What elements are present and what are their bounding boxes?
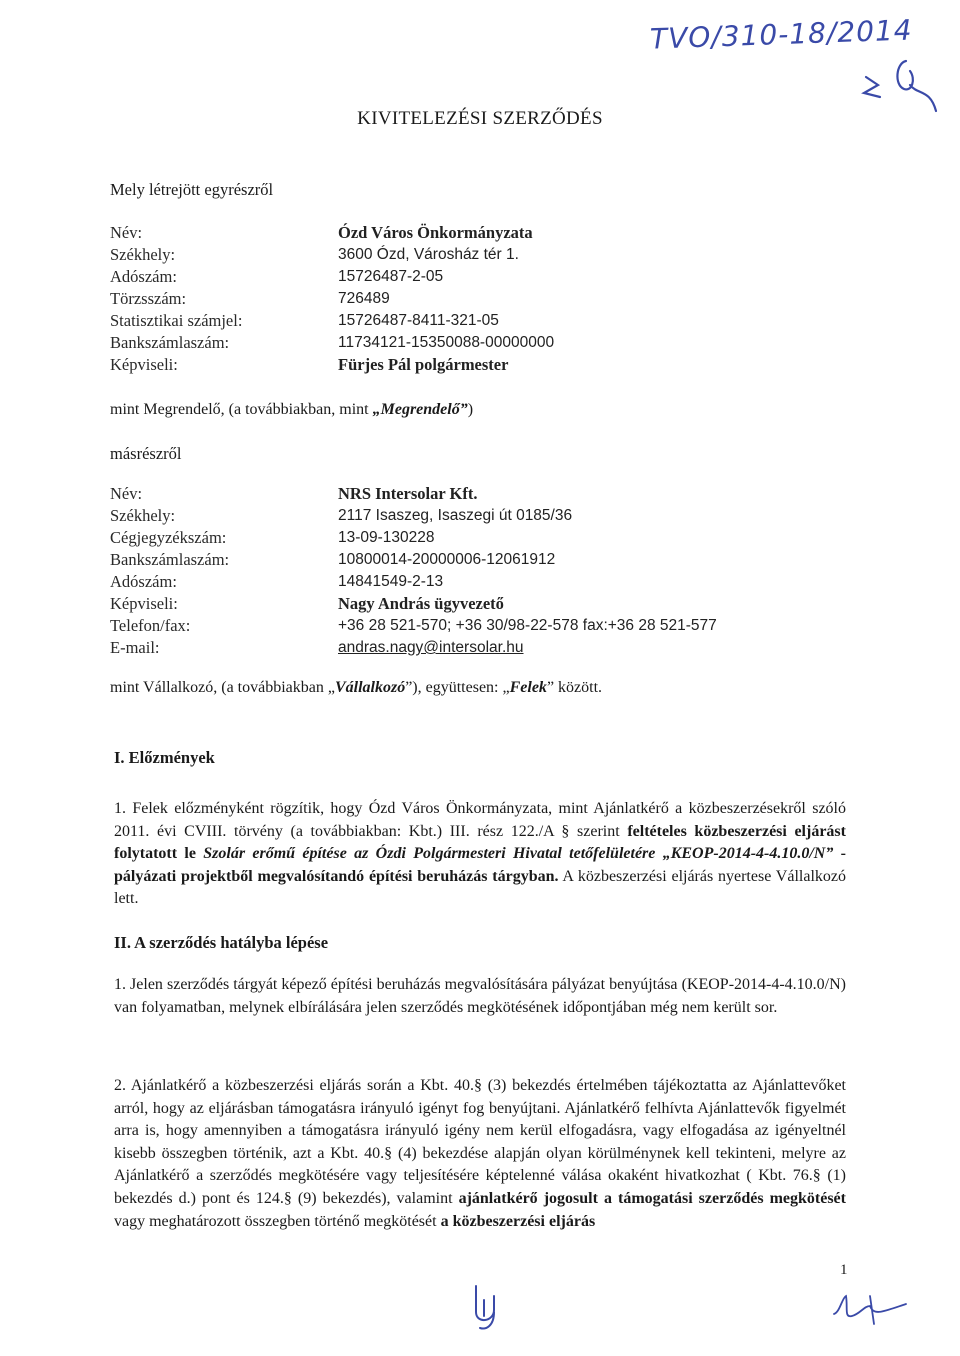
- paragraph-text-run: vagy meghatározott összegben történő megkötését: [114, 1212, 441, 1230]
- section-heading-entry-into-force: II. A szerződés hatályba lépése: [114, 933, 329, 952]
- handwritten-signature-icon: [830, 1292, 910, 1326]
- party2-row: [110, 527, 830, 549]
- section1-paragraph-1: [114, 798, 846, 911]
- party1-row: [110, 354, 830, 376]
- party1-label: Székhely:: [110, 245, 176, 264]
- party2-label: Név:: [110, 484, 143, 503]
- party1-label: Törzsszám:: [110, 289, 187, 308]
- section2-paragraph-2: [114, 1075, 846, 1233]
- document-title: KIVITELEZÉSI SZERZŐDÉS: [357, 108, 603, 129]
- section-heading-preliminaries: I. Előzmények: [114, 748, 215, 767]
- party2-value: 14841549-2-13: [338, 573, 444, 590]
- party1-value: Ózd Város Önkormányzata: [338, 223, 533, 242]
- party2-row: [110, 483, 830, 505]
- paragraph-text-run: 2. Ajánlatkérő a közbeszerzési eljárás során a Kbt. 40.§ (3) bekezdés értelmében tájékoztatta az Ajánlattevőket arról, hogy az eljárásban támogatásra irányuló igényt fog benyújtani. Ajánlatkérő felhívta Ajánlattevők figyelmét arra is, hogy amennyiben a támogatásra irányuló igény nem kerül elfogadásra, vagy elfogadása az igényeltnél kisebb összegben történik, azt a Kbt. 40.§ (4) bekezdése alapján olyan körülménynek kell tekinteni, melyre az Ajánlatkérő a szerződés megkötésére vagy teljesítésére képtelenné válása okaként hivatkozhat ( Kbt. 76.§ (1) bekezdés d.) pont és 124.§ (9) bekezdés), valamint: [114, 1077, 846, 1207]
- party1-label: Képviseli:: [110, 355, 178, 374]
- party1-label: Bankszámlaszám:: [110, 333, 230, 352]
- section2-paragraph-1: [114, 974, 846, 1019]
- party2-row: [110, 615, 830, 637]
- party1-row: [110, 266, 830, 288]
- party2-value: 2117 Isaszeg, Isaszegi út 0185/36: [338, 507, 573, 524]
- party1-row: [110, 244, 830, 266]
- paragraph-text-run: - pályázati projektből megvalósítandó építési beruházás tárgyban.: [114, 845, 847, 885]
- party2-row: [110, 549, 830, 571]
- paragraph-text-run: 1. Felek előzményként rögzítik, hogy Ózd Város Önkormányzata, mint Ajánlatkérő a közbeszerzésekről szóló 2011. évi CVIII. törvény (a továbbiakban: Kbt.) III. rész 122./A § szerint: [114, 800, 846, 840]
- party2-value: 10800014-20000006-12061912: [338, 551, 556, 568]
- party2-value: Nagy András ügyvezető: [338, 594, 504, 613]
- party2-label: Bankszámlaszám:: [110, 550, 230, 569]
- party2-row: [110, 505, 830, 527]
- party1-role-line: mint Megrendelő, (a továbbiakban, mint „Megrendelő”): [110, 401, 474, 418]
- party2-label: Képviseli:: [110, 594, 178, 613]
- party1-label: Név:: [110, 223, 143, 242]
- party1-row: [110, 222, 830, 244]
- party2-row: [110, 593, 830, 615]
- party2-label: Cégjegyzékszám:: [110, 528, 227, 547]
- party1-value: 11734121-15350088-00000000: [338, 334, 555, 351]
- party2-role-line: mint Vállalkozó, (a továbbiakban „Vállalkozó”), együttesen: „Felek” között.: [110, 679, 603, 696]
- page-number: 1: [840, 1262, 848, 1278]
- handwritten-mark-icon: [468, 1282, 504, 1332]
- handwritten-reference-number: TVO/310-18/2014: [649, 13, 914, 56]
- party1-value: 726489: [338, 290, 390, 307]
- paragraph-text-run: Szolár erőmű építése az Ózdi Polgármesteri Hivatal tetőfelületére „KEOP-2014-4-4.10.0/N”: [203, 845, 834, 863]
- party2-value: +36 28 521-570; +36 30/98-22-578 fax:+36 28 521-577: [338, 617, 717, 634]
- party1-row: [110, 288, 830, 310]
- paragraph-text-run: a közbeszerzési eljárás: [440, 1212, 596, 1230]
- party1-value: 15726487-2-05: [338, 268, 444, 285]
- party1-label: Adószám:: [110, 267, 177, 286]
- party2-label: Székhely:: [110, 506, 176, 525]
- party2-value: 13-09-130228: [338, 529, 435, 546]
- party1-value: 3600 Ózd, Városház tér 1.: [338, 246, 519, 263]
- party1-details: [110, 222, 830, 376]
- party1-value: 15726487-8411-321-05: [338, 312, 499, 329]
- party1-value: Fürjes Pál polgármester: [338, 355, 509, 374]
- intro-line: Mely létrejött egyrészről: [110, 180, 274, 199]
- party1-label: Statisztikai számjel:: [110, 311, 243, 330]
- paragraph-text-run: 1. Jelen szerződés tárgyát képező építési beruházás megvalósítására pályázat benyújtása (KEOP-2014-4-4.10.0/N) van folyamatban, melynek elbírálására jelen szerződés megkötésének időpontjában még nem került sor.: [114, 976, 846, 1016]
- party2-value: NRS Intersolar Kft.: [338, 484, 478, 503]
- party2-value[interactable]: andras.nagy@intersolar.hu: [338, 639, 524, 656]
- party2-label: Adószám:: [110, 572, 177, 591]
- other-side-line: másrészről: [110, 444, 182, 463]
- party2-details: [110, 483, 830, 659]
- paragraph-text-run: feltételes közbeszerzési eljárást folytatott le: [114, 822, 846, 863]
- party1-row: [110, 310, 830, 332]
- party2-label: E-mail:: [110, 638, 160, 657]
- party2-row: [110, 637, 830, 659]
- paragraph-text-run: A közbeszerzési eljárás nyertese Vállalkozó lett.: [114, 867, 846, 908]
- party1-row: [110, 332, 830, 354]
- party2-row: [110, 571, 830, 593]
- party2-label: Telefon/fax:: [110, 616, 191, 635]
- paragraph-text-run: ajánlatkérő jogosult a támogatási szerződés megkötését: [458, 1189, 846, 1207]
